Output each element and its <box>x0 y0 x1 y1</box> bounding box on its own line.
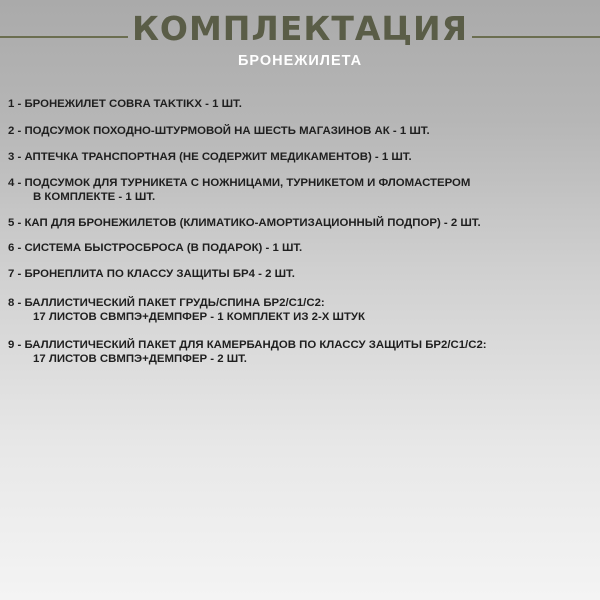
list-item <box>8 216 481 230</box>
list-item <box>8 296 365 324</box>
list-item <box>8 176 470 204</box>
item-text: 3 - АПТЕЧКА ТРАНСПОРТНАЯ (НЕ СОДЕРЖИТ МЕДИКАМЕНТОВ) - 1 ШТ. <box>8 151 412 163</box>
list-item <box>8 338 487 366</box>
list-item <box>8 267 295 281</box>
page-subtitle: БРОНЕЖИЛЕТА <box>237 53 363 69</box>
item-text-continued: 17 ЛИСТОВ СВМПЭ+ДЕМПФЕР - 1 КОМПЛЕКТ ИЗ 2-Х ШТУК <box>33 311 365 323</box>
list-item <box>8 150 412 164</box>
item-text-continued: 17 ЛИСТОВ СВМПЭ+ДЕМПФЕР - 2 ШТ. <box>33 353 247 365</box>
list-item <box>8 97 242 111</box>
item-text: 9 - БАЛЛИСТИЧЕСКИЙ ПАКЕТ ДЛЯ КАМЕРБАНДОВ ПО КЛАССУ ЗАЩИТЫ БР2/С1/С2: <box>8 339 487 351</box>
item-text-continued: В КОМПЛЕКТЕ - 1 ШТ. <box>33 191 156 203</box>
item-text: 7 - БРОНЕПЛИТА ПО КЛАССУ ЗАЩИТЫ БР4 - 2 ШТ. <box>8 268 295 280</box>
list-item <box>8 124 430 138</box>
page-title: КОМПЛЕКТАЦИЯ <box>131 9 469 48</box>
item-text: 5 - КАП ДЛЯ БРОНЕЖИЛЕТОВ (КЛИМАТИКО-АМОРТИЗАЦИОННЫЙ ПОДПОР) - 2 ШТ. <box>8 217 481 229</box>
item-text: 4 - ПОДСУМОК ДЛЯ ТУРНИКЕТА С НОЖНИЦАМИ, ТУРНИКЕТОМ И ФЛОМАСТЕРОМ <box>8 177 471 189</box>
item-text: 8 - БАЛЛИСТИЧЕСКИЙ ПАКЕТ ГРУДЬ/СПИНА БР2/С1/С2: <box>8 297 325 309</box>
item-text: 1 - БРОНЕЖИЛЕТ COBRA TAKTIKX - 1 ШТ. <box>8 98 242 110</box>
item-text: 6 - СИСТЕМА БЫСТРОСБРОСА (В ПОДАРОК) - 1 ШТ. <box>8 242 303 254</box>
list-item <box>8 241 302 255</box>
item-text: 2 - ПОДСУМОК ПОХОДНО-ШТУРМОВОЙ НА ШЕСТЬ МАГАЗИНОВ АК - 1 ШТ. <box>8 125 430 137</box>
